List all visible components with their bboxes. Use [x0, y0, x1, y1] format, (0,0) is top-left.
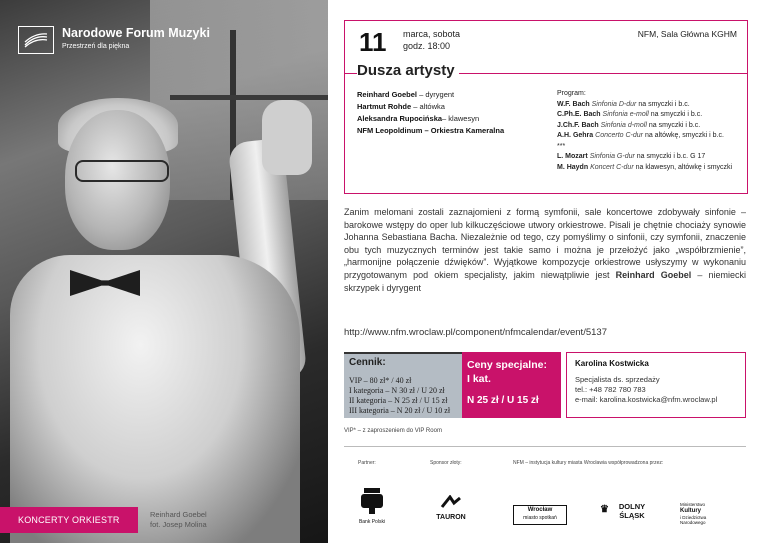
- program-item: C.Ph.E. Bach Sinfonia e-moll na smyczki i b.c.: [557, 111, 703, 118]
- program-list: Program: W.F. Bach Sinfonia D-dur na smyczki i b.c. C.Ph.E. Bach Sinfonia e-moll na smyczki i b.c. J.Ch.F. Bach Sinfonia d-moll na smyczki i b.c. A.H. Gehra Concerto C-dur na altówkę, smyczki i b.c. *** L. Mozart Sinfonia G-dur na smyczki i b.c. G 17 M. Haydn Koncert C-dur na klawesyn, altówkę i smyczki: [557, 89, 742, 173]
- brand-tagline: Przestrzeń dla piękna: [62, 43, 130, 50]
- pko-icon: [360, 488, 384, 514]
- price-list: Cennik: VIP – 80 zł* / 40 zł I kategoria – N 30 zł / U 20 zł II kategoria – N 25 zł / U 15 zł III kategoria – N 20 zł / U 10 zł: [344, 352, 462, 418]
- program-item: L. Mozart Sinfonia G-dur na smyczki i b.c. G 17: [557, 153, 706, 160]
- program-item: A.H. Gehra Concerto C-dur na altówkę, smyczki i b.c.: [557, 132, 724, 139]
- program-item: M. Haydn Koncert C-dur na klawesyn, altówkę i smyczki: [557, 163, 733, 171]
- institution-label: NFM – instytucja kultury miasta Wrocławia współprowadzona przez:: [513, 460, 664, 466]
- pko-bank-logo: Bank Polski: [354, 488, 390, 525]
- photo-credit: Reinhard Goebel fot. Josep Molina: [150, 510, 207, 529]
- program-item: J.Ch.F. Bach Sinfonia d-moll na smyczki i b.c.: [557, 121, 701, 129]
- performer: Aleksandra Rupocińska– klawesyn: [357, 114, 480, 123]
- event-title: Dusza artysty: [357, 62, 459, 79]
- wroclaw-logo: Wrocław miasto spotkań: [513, 505, 567, 525]
- sponsor-label: Sponsor złoty:: [430, 460, 462, 466]
- event-card: [344, 20, 748, 194]
- tauron-icon: [440, 495, 462, 509]
- divider: [344, 446, 746, 447]
- series-label: KONCERTY ORKIESTR: [0, 507, 138, 533]
- dolny-slask-logo: ♛ DOLNY ŚLĄSK: [600, 502, 646, 520]
- program-item: W.F. Bach Sinfonia D-dur na smyczki i b.c.: [557, 100, 690, 108]
- event-date-text: marca, sobota godz. 18:00: [403, 29, 461, 51]
- brand-name: Narodowe Forum Muzyki: [62, 26, 210, 40]
- event-day: 11: [359, 27, 387, 57]
- event-venue: NFM, Sala Główna KGHM: [637, 29, 737, 39]
- performer: Hartmut Rohde – altówka: [357, 102, 445, 111]
- ministry-logo: Ministerstwo Kultury i Dziedzictwa Narodowego: [680, 502, 707, 525]
- event-url[interactable]: http://www.nfm.wroclaw.pl/component/nfmcalendar/event/5137: [344, 327, 607, 338]
- vip-note: VIP* – z zaproszeniem do VIP Room: [344, 428, 442, 434]
- performers-list: [357, 89, 504, 137]
- event-description: Zanim melomani zostali zaznajomieni z formą symfonii, sale koncertowe zdobywały sinfonie – barokowe wstępy do oper lub kilkuczęściowe utwory orkiestrowe. Pisali je chętnie chociaży synowie Johanna Sebastiana Bacha. Niezależnie od tego, czy pomyślimy o sinfonii, czy symfonii, znaczenie obu tych muzycznych terminów jest takie samo i można je przełożyć jako „współbrzmienie”, „harmonijne połączenie dźwięków”. Wyjątkowe kompozycje orkiestrowe usłyszymy w wykonaniu przygotowanym pod okiem specjalisty, jakim niewątpliwie jest Reinhard Goebel – niemiecki skrzypek i dyrygent: [344, 207, 747, 293]
- performer: NFM Leopoldinum – Orkiestra Kameralna: [357, 126, 505, 135]
- tauron-logo: TAURON: [430, 495, 472, 521]
- nfm-logo-icon: [18, 26, 54, 54]
- conductor-photo: [0, 0, 328, 543]
- contact-email[interactable]: e-mail: karolina.kostwicka@nfm.wroclaw.pl: [575, 395, 718, 404]
- performer: Reinhard Goebel – dyrygent: [357, 90, 455, 99]
- contact-box: Karolina Kostwicka Specjalista ds. sprzedaży tel.: +48 782 780 783 e-mail: karolina.kostwicka@nfm.wroclaw.pl: [566, 352, 746, 418]
- partner-label: Partner:: [358, 460, 376, 466]
- special-prices: Ceny specjalne: I kat. N 25 zł / U 15 zł: [462, 352, 561, 418]
- eagle-icon: ♛: [600, 504, 609, 515]
